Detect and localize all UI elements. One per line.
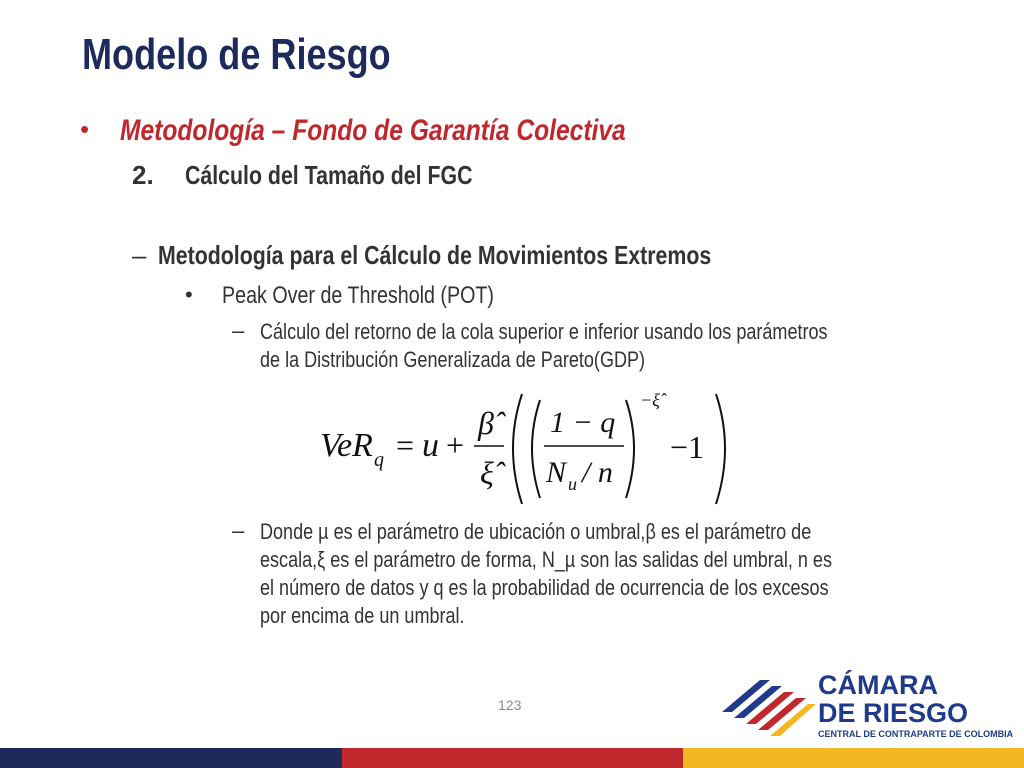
numbered-item: Cálculo del Tamaño del FGC [185,160,473,190]
dash-icon: – [232,518,245,543]
slide-title: Modelo de Riesgo [82,30,391,79]
bullet-icon: • [80,114,90,144]
camara-de-riesgo-logo [720,672,1020,744]
bottom-bar-yellow [683,748,1024,768]
formula-outer-left-paren [513,394,522,504]
dash-icon: – [132,240,147,270]
description-paragraph: Cálculo del retorno de la cola superior e inferior usando los parámetros de la Distribución Generalizada de Pareto(GDP) [260,319,828,372]
numbered-marker: 2. [132,160,154,190]
formula-equals: = [396,427,415,463]
dash-icon: – [232,318,245,343]
bullet-icon: • [185,282,193,307]
logo-stripes-icon [720,672,816,744]
formula-minus-one: −1 [670,429,705,465]
formula-inner-denom-rest: / n [582,456,613,489]
section-heading: Metodología – Fondo de Garantía Colectiva [120,114,626,147]
formula-inner-numerator: 1 − q [550,406,616,439]
formula-inner-right-paren [626,400,634,498]
formula-inner-left-paren [532,400,540,498]
bottom-bar-red [342,748,683,768]
formula-lhs: VeR [320,427,373,464]
formula-beta-hat: β̂ [478,405,494,441]
formula-plus: + [446,427,465,463]
var-formula [318,386,738,514]
logo-tagline: CENTRAL DE CONTRAPARTE DE COLOMBIA [818,729,1014,739]
formula-inner-denom-n: N [546,456,567,489]
formula-exponent: −ξ̂ [640,390,660,410]
subsection-heading: Metodología para el Cálculo de Movimientos Extremos [158,240,712,270]
definition-paragraph: Donde µ es el parámetro de ubicación o umbral,β es el parámetro de escala,ξ es el parámetro de forma, N_µ son las salidas del umbral, n es el número de datos y q es la probabilidad de ocurrencia de los excesos por encima de un umbral. [260,519,832,628]
bottom-color-bar [0,748,1024,768]
logo-text-de-riesgo: DE RIESGO [818,698,969,728]
page-number: 123 [498,697,522,713]
formula-outer-right-paren [716,394,725,504]
method-item: Peak Over de Threshold (POT) [222,282,494,309]
formula-inner-denom-sub: u [568,474,577,494]
formula-lhs-subscript: q [374,449,384,471]
logo-text-camara: CÁMARA [818,670,938,700]
formula-xi-hat: ξ̂ [480,455,494,491]
formula-u: u [422,427,439,464]
bottom-bar-blue [0,748,342,768]
